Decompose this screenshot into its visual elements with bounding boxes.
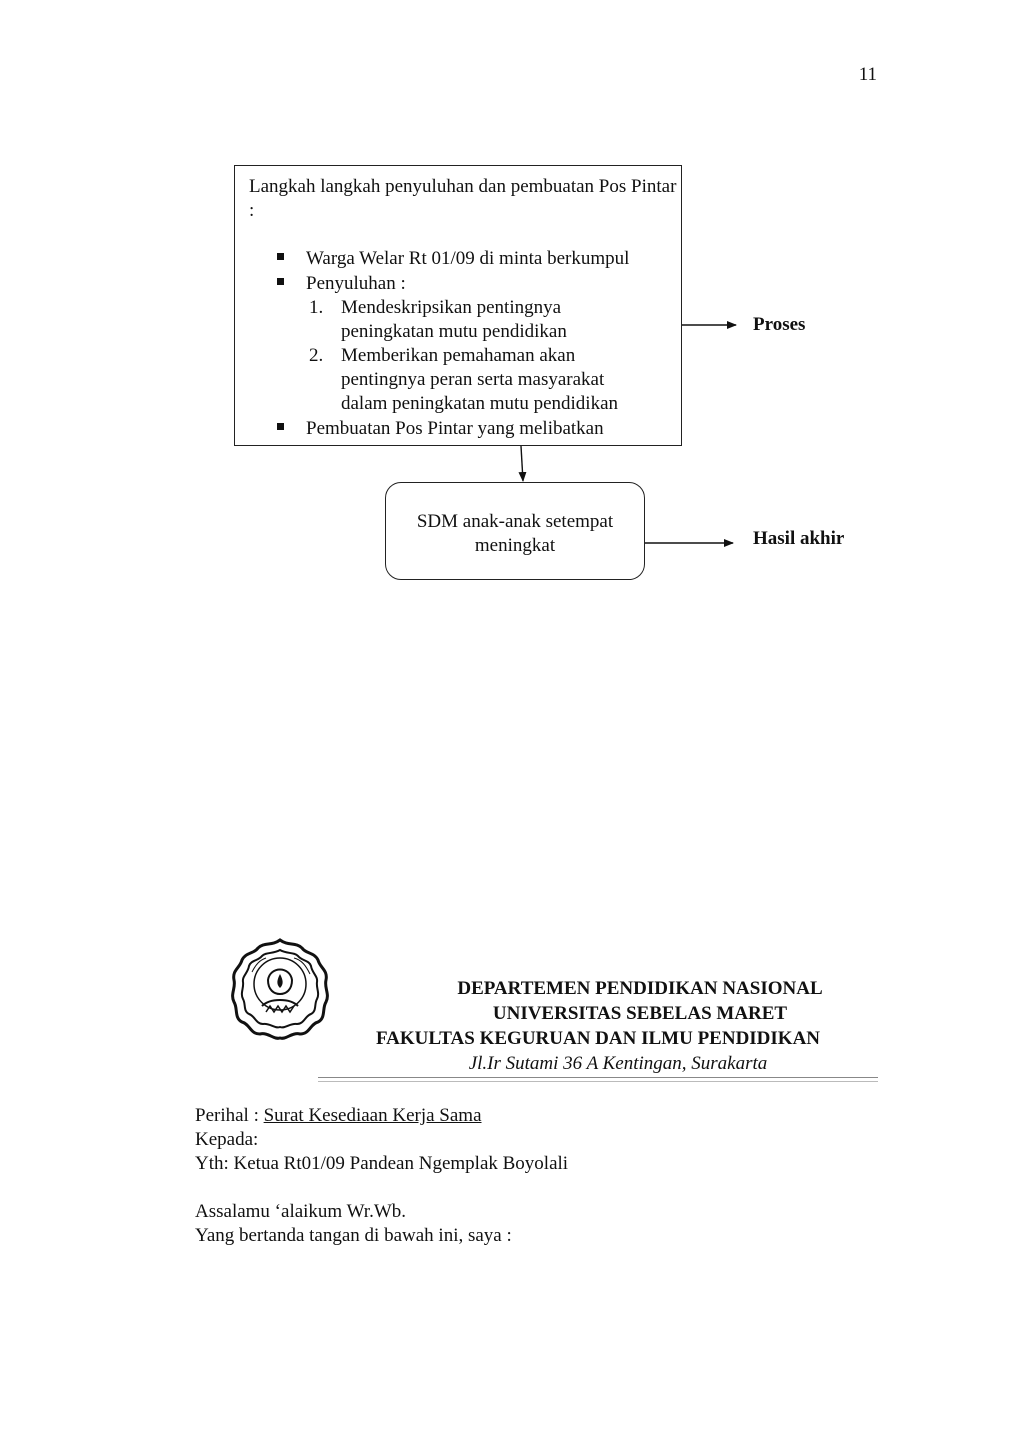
bullet-text: Pembuatan Pos Pintar yang melibatkan [306,418,604,439]
sub-item-continuation: dalam peningkatan mutu pendidikan [341,393,619,414]
letter-greeting: Assalamu ‘alaikum Wr.Wb. [195,1201,407,1222]
sub-item-continuation: pentingnya peran serta masyarakat [341,369,605,390]
result-box [385,482,645,580]
sub-item-text: Mendeskripsikan pentingnya [341,297,562,318]
perihal-value: Surat Kesediaan Kerja Sama [263,1105,482,1126]
letterhead-ministry: DEPARTEMEN PENDIDIKAN NASIONAL [457,978,823,999]
letter-kepada: Kepada: [195,1129,259,1150]
sub-item-number: 1. [309,297,324,318]
sub-item [309,296,561,320]
square-bullet-icon [277,278,284,285]
bullet-text: Penyuluhan : [306,273,406,294]
process-label: Proses [753,314,806,335]
letterhead-divider [318,1081,878,1082]
bullet-item [277,247,629,271]
square-bullet-icon [277,423,284,430]
letter-perihal [195,1104,568,1128]
sub-item-number: 2. [309,345,324,366]
square-bullet-icon [277,253,284,260]
result-text: SDM anak-anak setempat [416,511,614,532]
letterhead-divider [318,1077,878,1078]
sub-item-continuation: peningkatan mutu pendidikan [341,321,567,342]
bullet-text: Warga Welar Rt 01/09 di minta berkumpul [306,248,630,269]
result-text: meningkat [474,535,556,556]
perihal-label: Perihal : [195,1105,264,1126]
letter-recipient: Yth: Ketua Rt01/09 Pandean Ngemplak Boyolali [195,1153,569,1174]
sub-item-text: Memberikan pemahaman akan [341,345,576,366]
process-box [234,165,682,446]
letter-body [195,1104,568,1248]
bullet-item [277,417,604,441]
arrow-process-to-result [521,446,523,481]
process-heading: Langkah langkah penyuluhan dan pembuatan Pos Pintar : [249,176,677,221]
page-number: 11 [858,64,877,85]
bullet-item [277,272,406,296]
sub-item [309,344,575,368]
letterhead [318,976,878,1076]
result-label: Hasil akhir [753,528,845,549]
letterhead-address: Jl.Ir Sutami 36 A Kentingan, Surakarta [468,1053,768,1074]
letterhead-faculty: FAKULTAS KEGURUAN DAN ILMU PENDIDIKAN [375,1028,821,1049]
letter-intro: Yang bertanda tangan di bawah ini, saya : [195,1225,512,1246]
letter-spacer [195,1176,568,1200]
letterhead-university: UNIVERSITAS SEBELAS MARET [492,1003,788,1024]
